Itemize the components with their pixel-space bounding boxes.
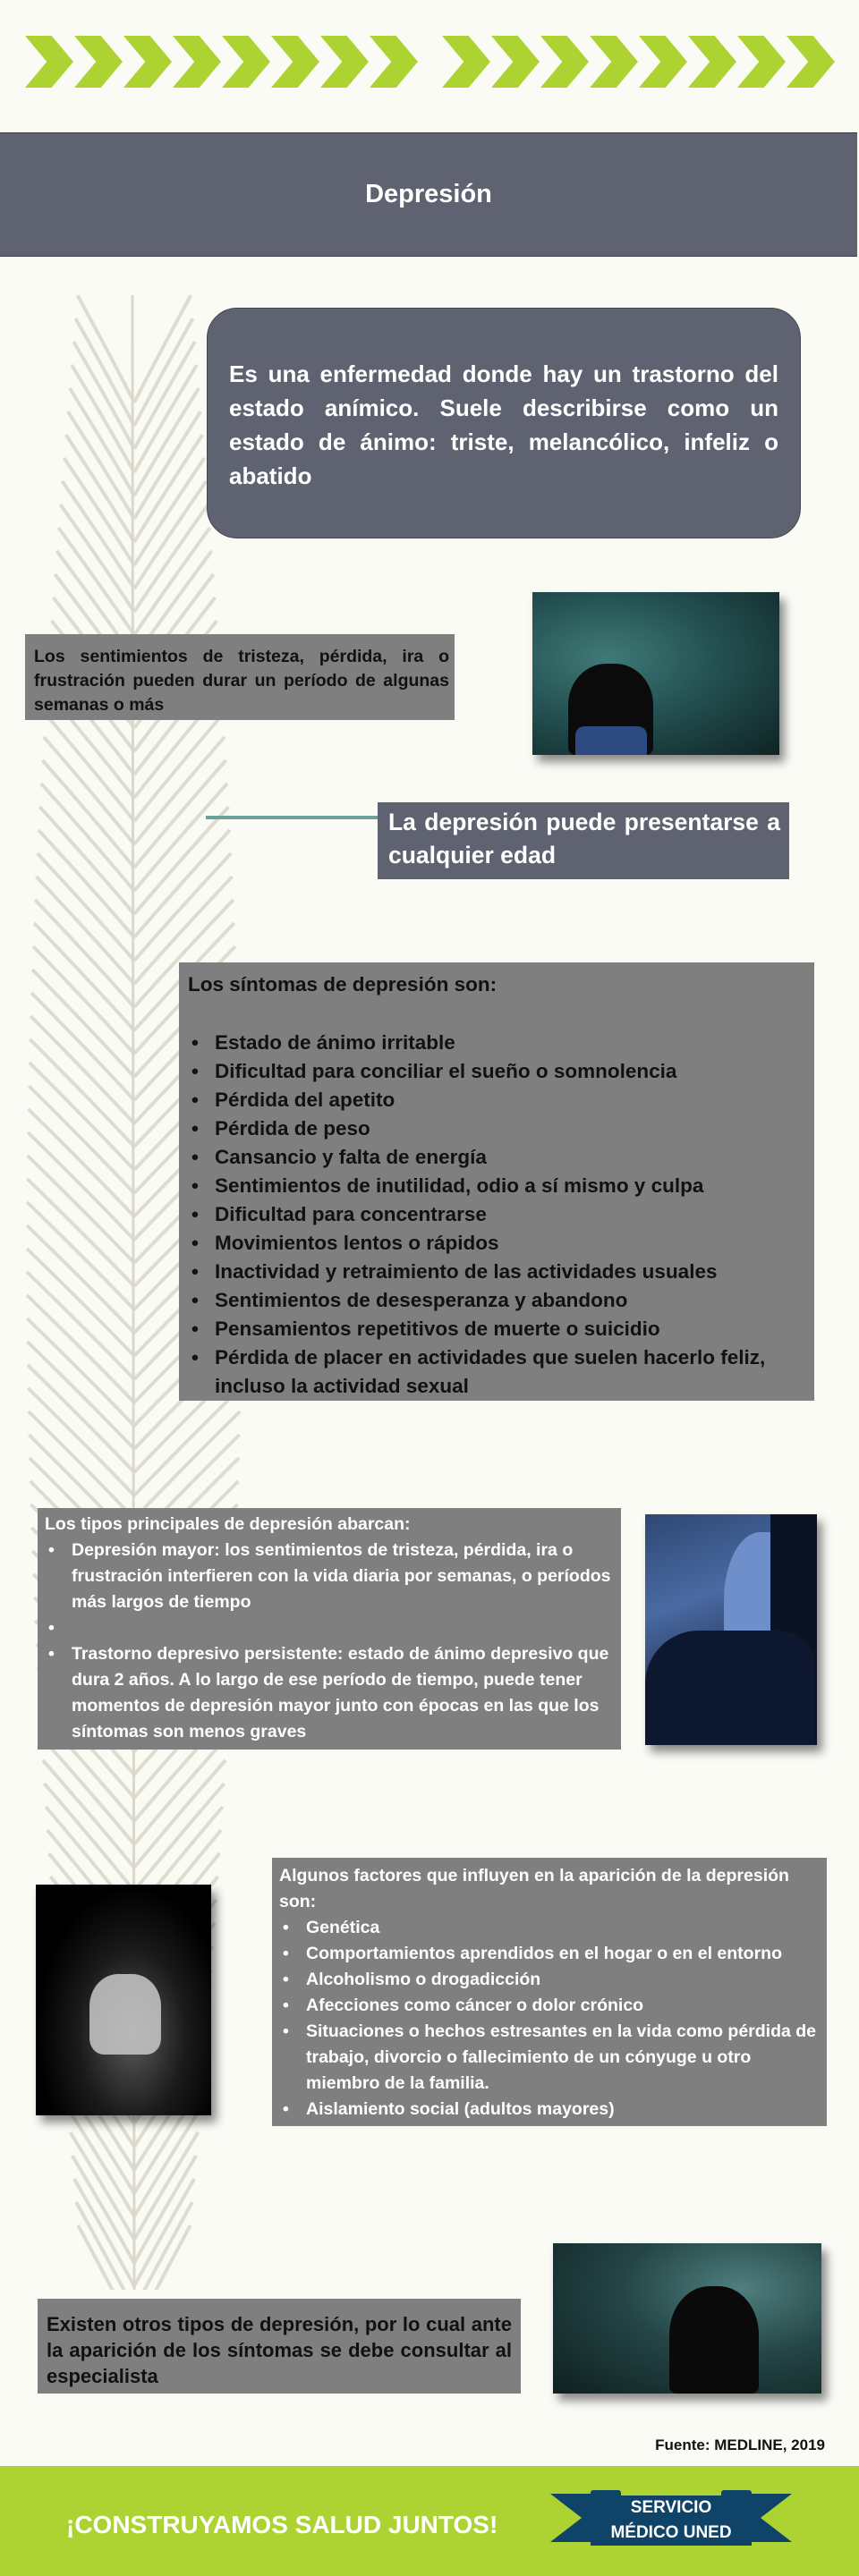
other-types-text: Existen otros tipos de depresión, por lo cual ante la aparición de los síntomas se debe consultar al especialista (47, 2313, 512, 2387)
chevron-icon (737, 36, 786, 88)
list-item: • Pensamientos repetitivos de muerte o suicidio (188, 1315, 805, 1343)
chevron-icon (25, 36, 73, 88)
chevron-icon (271, 36, 319, 88)
ribbon-text (577, 2496, 765, 2546)
types-list (45, 1538, 612, 1745)
list-item: • Pérdida de peso (188, 1114, 805, 1143)
figure-legs (575, 726, 647, 755)
chevron-icon (688, 36, 736, 88)
chevron-icon (320, 36, 369, 88)
types-heading: Los tipos principales de depresión abarcan: (45, 1514, 411, 1534)
types-box (38, 1508, 621, 1750)
hooded-person-sitting-photo (532, 592, 779, 755)
chevron-icon (123, 36, 172, 88)
list-item: • Comportamientos aprendidos en el hogar o en el entorno (279, 1941, 820, 1967)
list-item: • Sentimientos de desesperanza y abandono (188, 1286, 805, 1315)
ribbon-line-2: MÉDICO UNED (610, 2523, 732, 2542)
list-item: • Pérdida de placer en actividades que suelen hacerlo feliz, incluso la actividad sexual (188, 1343, 805, 1401)
list-item: • Cansancio y falta de energía (188, 1143, 805, 1172)
chevron-icon (590, 36, 638, 88)
list-spacer (45, 1615, 612, 1641)
list-item: • Dificultad para conciliar el sueño o somnolencia (188, 1057, 805, 1086)
symptoms-list (188, 1029, 805, 1401)
factors-box (272, 1858, 827, 2126)
symptoms-box (179, 962, 814, 1401)
definition-text: Es una enfermedad donde hay un trastorno del estado anímico. Suele describirse como un estado de ánimo: triste, melancólico, infeliz o abatido (229, 360, 778, 489)
connector-line (206, 816, 381, 819)
list-item: • Alcoholismo o drogadicción (279, 1967, 820, 1993)
chevron-icon (491, 36, 540, 88)
list-item: • Dificultad para concentrarse (188, 1200, 805, 1229)
page-title: Depresión (365, 180, 492, 208)
ribbon-line-1: SERVICIO (630, 2498, 712, 2517)
list-item: • Sentimientos de inutilidad, odio a sí mismo y culpa (188, 1172, 805, 1200)
list-item: • Trastorno depresivo persistente: estado de ánimo depresivo que dura 2 años. A lo largo de ese período de tiempo, puede tener momentos de depresión mayor junto con épocas en las que los síntomas son menos graves (45, 1641, 612, 1745)
chevron-icon (442, 36, 490, 88)
arms-shape (645, 1631, 815, 1745)
hooded-person-crouching-photo (553, 2243, 821, 2394)
other-types-box (38, 2299, 521, 2394)
factors-heading: Algunos factores que influyen en la aparición de la depresión son: (279, 1866, 789, 1911)
chevron-icon (173, 36, 221, 88)
hands-over-head-photo (36, 1885, 211, 2115)
list-item: • Movimientos lentos o rápidos (188, 1229, 805, 1258)
chevron-icon (639, 36, 687, 88)
chevron-icon (787, 36, 835, 88)
list-item: • Depresión mayor: los sentimientos de tristeza, pérdida, ira o frustración interfieren con la vida diaria por semanas, o períodos más largos de tiempo (45, 1538, 612, 1615)
list-item: • Pérdida del apetito (188, 1086, 805, 1114)
feelings-box (25, 634, 455, 720)
age-text: La depresión puede presentarse a cualquier edad (388, 809, 780, 869)
hands-shape (89, 1974, 161, 2055)
title-banner (0, 132, 857, 257)
footer-slogan: ¡CONSTRUYAMOS SALUD JUNTOS! (66, 2511, 498, 2538)
list-item: • Inactividad y retraimiento de las actividades usuales (188, 1258, 805, 1286)
feelings-text: Los sentimientos de tristeza, pérdida, ira o frustración pueden durar un período de algunas semanas o más (34, 647, 449, 715)
age-box (378, 802, 789, 879)
factors-list (279, 1915, 820, 2123)
chevron-icon (540, 36, 589, 88)
definition-box (207, 308, 801, 538)
source-citation: Fuente: MEDLINE, 2019 (655, 2436, 825, 2453)
figure-silhouette (669, 2286, 759, 2394)
list-item: • Afecciones como cáncer o dolor crónico (279, 1993, 820, 2019)
list-item: • Aislamiento social (adultos mayores) (279, 2097, 820, 2123)
chevron-strip (25, 36, 848, 88)
symptoms-heading: Los síntomas de depresión son: (188, 973, 498, 996)
list-item: • Situaciones o hechos estresantes en la vida como pérdida de trabajo, divorcio o fallecimiento de un cónyuge u otro miembro de la familia. (279, 2019, 820, 2097)
woman-illustration-photo (645, 1514, 817, 1745)
chevron-icon (370, 36, 418, 88)
list-item: • Estado de ánimo irritable (188, 1029, 805, 1057)
list-item: • Genética (279, 1915, 820, 1941)
chevron-icon (222, 36, 270, 88)
chevron-icon (74, 36, 123, 88)
